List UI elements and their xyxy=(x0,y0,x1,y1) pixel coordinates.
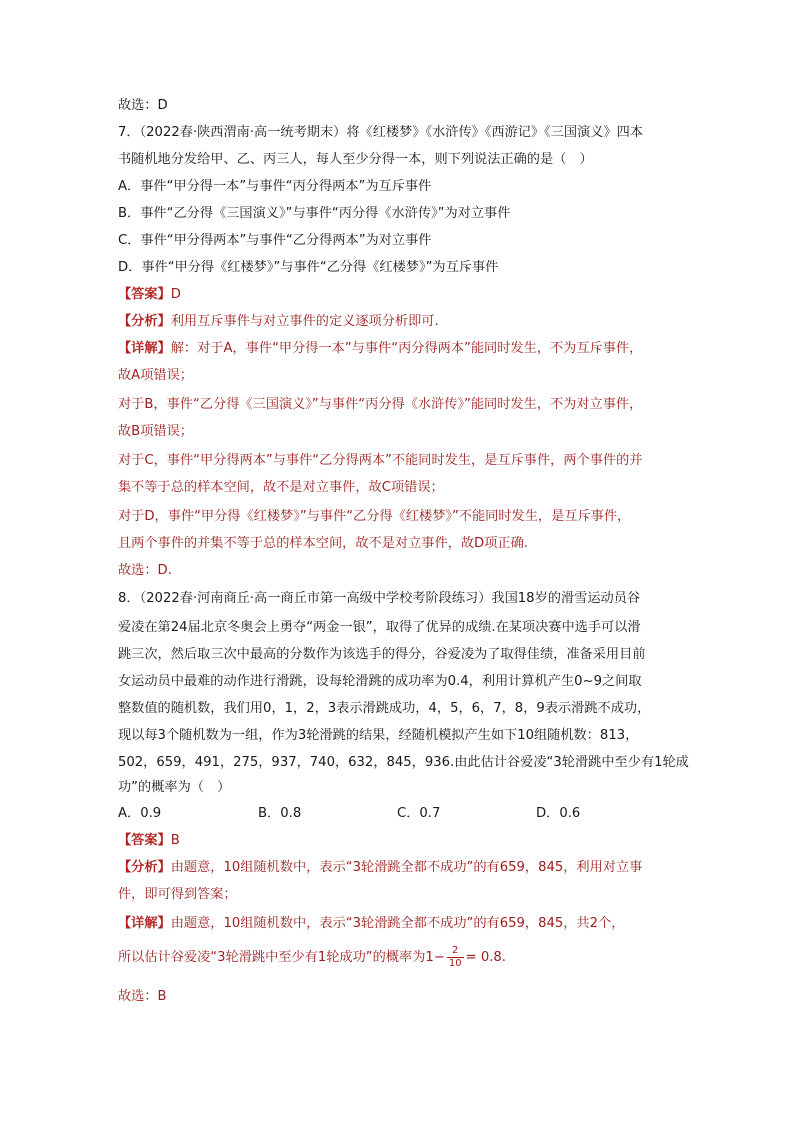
analysis-tag: 【分析】 xyxy=(118,860,171,875)
q8-detail-line-1 xyxy=(118,914,624,934)
q7-stem-line-1: 7．（2022春·陕西渭南·高一统考期末）将《红楼梦》《水浒传》《西游记》《三国演义》四本 xyxy=(118,125,644,140)
q8-stem-line-6: 现以每3个随机数为一组，作为3轮滑跳的结果，经随机模拟产生如下10组随机数：813， xyxy=(118,728,639,743)
q8-stem-line-1: 8．（2022春·河南商丘·高一商丘市第一高级中学校考阶段练习）我国18岁的滑雪运动员谷 xyxy=(118,591,641,606)
answer-tag: 【答案】 xyxy=(118,287,171,302)
q8-option-c: C．0.7 xyxy=(397,806,441,821)
detail-tag: 【详解】 xyxy=(118,341,171,356)
fraction xyxy=(447,945,464,970)
analysis-text: 由题意，10组随机数中，表示“3轮滑跳全都不成功”的有659，845，利用对立事 xyxy=(170,860,643,875)
q7-option-c: C．事件“甲分得两本”与事件“乙分得两本”为对立事件 xyxy=(118,233,432,248)
analysis-tag: 【分析】 xyxy=(118,314,171,329)
detail-text: 由题意，10组随机数中，表示“3轮滑跳全都不成功”的有659，845，共2个， xyxy=(170,916,625,931)
probability-tail: = 0.8. xyxy=(465,950,506,965)
q7-detail-line-2: 故A项错误； xyxy=(118,368,193,383)
q7-answer xyxy=(118,285,181,305)
probability-prefix: 所以估计谷爱凌“3轮滑跳中至少有1轮成功”的概率为 xyxy=(118,950,426,965)
detail-text: 解：对于A，事件“甲分得一本”与事件“丙分得两本”能同时发生，不为互斥事件， xyxy=(170,341,643,356)
fraction-denominator: 10 xyxy=(448,957,462,969)
q8-option-b: B．0.8 xyxy=(258,806,302,821)
q7-detail-line-5: 对于C，事件“甲分得两本”与事件“乙分得两本”不能同时发生，是互斥事件，两个事件的并 xyxy=(118,453,643,468)
analysis-text: 利用互斥事件与对立事件的定义逐项分析即可. xyxy=(170,314,439,329)
q8-analysis-line-1 xyxy=(118,858,642,878)
q7-stem-line-2: 书随机地分发给甲、乙、丙三人，每人至少分得一本，则下列说法正确的是（ ） xyxy=(118,152,593,167)
q7-option-a: A．事件“甲分得一本”与事件“丙分得两本”为互斥事件 xyxy=(118,179,432,194)
q8-detail-line-2 xyxy=(118,940,506,976)
q7-final: 故选：D. xyxy=(118,563,172,578)
q8-stem-line-3: 跳三次，然后取三次中最高的分数作为该选手的得分，谷爱凌为了取得佳绩，准备采用目前 xyxy=(118,647,646,662)
probability-lead: 1− xyxy=(425,950,445,965)
q8-option-d: D．0.6 xyxy=(536,806,581,821)
q8-options xyxy=(118,804,718,824)
q7-detail-line-4: 故B项错误； xyxy=(118,424,193,439)
q7-analysis xyxy=(118,312,439,332)
q7-detail-line-8: 且两个事件的并集不等于总的样本空间，故不是对立事件，故D项正确. xyxy=(118,536,528,551)
answer-value: D xyxy=(170,287,181,302)
prev-final-line: 故选：D xyxy=(118,98,168,113)
q7-detail-line-1 xyxy=(118,339,642,359)
q7-detail-line-6: 集不等于总的样本空间，故不是对立事件，故C项错误； xyxy=(118,480,444,495)
fraction-numerator: 2 xyxy=(447,945,464,958)
q8-stem-line-5: 整数值的随机数，我们用0，1，2，3表示滑跳成功，4，5，6，7，8，9表示滑跳不成功， xyxy=(118,701,651,716)
q8-stem-line-8: 功”的概率为（ ） xyxy=(118,780,231,795)
q7-detail-line-3: 对于B，事件“乙分得《三国演义》”与事件“丙分得《水浒传》”能同时发生，不为对立事件， xyxy=(118,397,643,412)
q8-stem-line-2: 爱凌在第24届北京冬奥会上勇夺“两金一银”，取得了优异的成绩.在某项决赛中选手可以滑 xyxy=(118,620,641,635)
q7-option-b: B．事件“乙分得《三国演义》”与事件“丙分得《水浒传》”为对立事件 xyxy=(118,206,511,221)
q8-analysis-line-2: 件，即可得到答案； xyxy=(118,887,237,902)
answer-tag: 【答案】 xyxy=(118,833,171,848)
detail-tag: 【详解】 xyxy=(118,916,171,931)
q8-stem-line-4: 女运动员中最难的动作进行滑跳，设每轮滑跳的成功率为0.4，利用计算机产生0~9之间取 xyxy=(118,674,642,689)
q8-answer xyxy=(118,831,180,851)
q8-final: 故选：B xyxy=(118,989,167,1004)
q7-option-d: D．事件“甲分得《红楼梦》”与事件“乙分得《红楼梦》”为互斥事件 xyxy=(118,260,499,275)
q8-option-a: A．0.9 xyxy=(118,806,162,821)
q8-stem-line-7: 502，659，491，275，937，740，632，845，936.由此估计谷爱凌“3轮滑跳中至少有1轮成 xyxy=(118,755,689,770)
q7-detail-line-7: 对于D，事件“甲分得《红楼梦》”与事件“乙分得《红楼梦》”不能同时发生，是互斥事件， xyxy=(118,509,631,524)
answer-value: B xyxy=(170,833,180,848)
